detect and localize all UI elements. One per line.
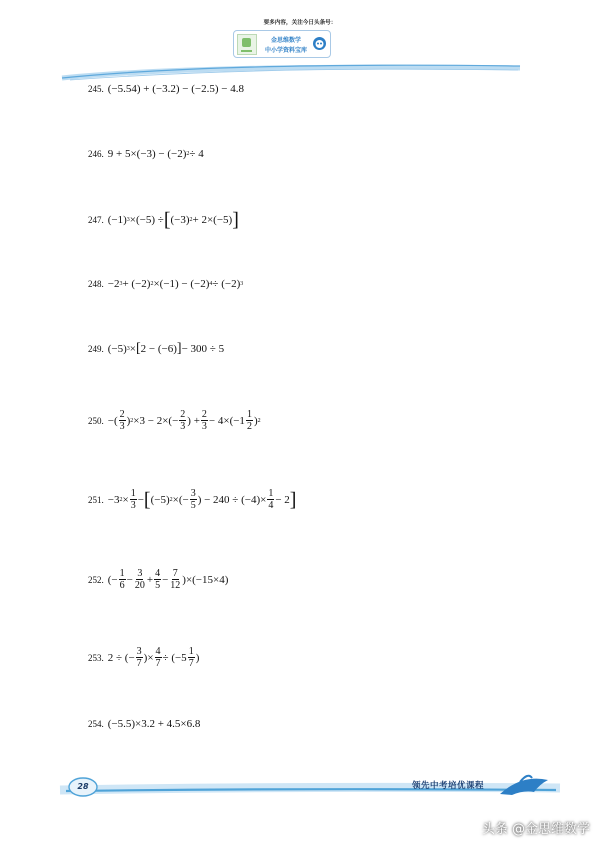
panda-logo-icon [312, 34, 327, 53]
problem-250: 250. −( $\frac{2}{3}$ ) 2 ×3 − 2×(− $\frac{2}{3}$ ) + $\frac{2}{3}$ − 4×(−1 $\frac{1}{2}$ ) 2 [88, 409, 261, 432]
problem-252: 252. (− $\frac{1}{6}$ − $\frac{3}{20}$ + $\frac{4}{5}$ − $\frac{7}{12}$ )×(−15×4) [88, 568, 229, 591]
problem-246: 246. 9 + 5×(−3) − (−2) 2 ÷ 4 [88, 148, 204, 160]
header-note: 要多内容，关注今日头条号： [263, 20, 337, 26]
problem-251: 251. −3 2 × $\frac{1}{3}$ − [ (−5) 2 ×(− $\frac{3}{5}$ ) − 240 ÷ (−4)× $\frac{1}{4}$ − 2 ] [88, 488, 297, 511]
fraction: $\frac{4}{7}$ [155, 646, 161, 669]
fraction: $\frac{3}{7}$ [136, 646, 142, 669]
fraction: $\frac{1}{3}$ [130, 488, 136, 511]
fraction: $\frac{1}{7}$ [188, 646, 194, 669]
footer-slogan: 领先中考培优课程 [412, 781, 485, 791]
brand-badge[interactable] [233, 30, 331, 58]
fraction: $\frac{3}{20}$ [134, 568, 145, 591]
fraction: $\frac{2}{3}$ [180, 409, 186, 432]
problem-253: 253. 2 ÷ (− $\frac{3}{7}$ )× $\frac{4}{7}$ ÷ (−5 $\frac{1}{7}$ ) [88, 646, 200, 669]
qr-code-icon [237, 34, 257, 55]
page-number: 28 [77, 782, 89, 791]
fraction: $\frac{4}{5}$ [155, 568, 161, 591]
fraction: $\frac{1}{4}$ [268, 488, 274, 511]
header-swoosh [0, 56, 600, 82]
problem-247: 247. (−1) 3 ×(−5) ÷ [ (−3) 2 + 2×(−5) ] [88, 209, 239, 231]
fraction: $\frac{1}{6}$ [119, 568, 125, 591]
problem-249: 249. (−5) 3 × [ 2 − (−6) ] − 300 ÷ 5 [88, 341, 225, 356]
fraction: $\frac{1}{2}$ [246, 409, 252, 432]
problem-254: 254. (−5.5)×3.2 + 4.5×6.8 [88, 718, 201, 730]
fraction: $\frac{7}{12}$ [170, 568, 181, 591]
badge-title: 金思维数学 [270, 37, 301, 44]
problem-248: 248. −2 3 + (−2) 2 ×(−1) − (−2) 4 ÷ (−2) 3 [88, 278, 244, 290]
fraction: $\frac{2}{3}$ [201, 409, 207, 432]
fraction: $\frac{3}{5}$ [190, 488, 196, 511]
problem-245: 245. (−5.54) + (−3.2) − (−2.5) − 4.8 [88, 83, 244, 95]
fraction: $\frac{2}{3}$ [119, 409, 125, 432]
badge-subtitle: 中小学资料宝库 [264, 47, 307, 54]
watermark: 头条 @金思维数学 [481, 822, 590, 837]
